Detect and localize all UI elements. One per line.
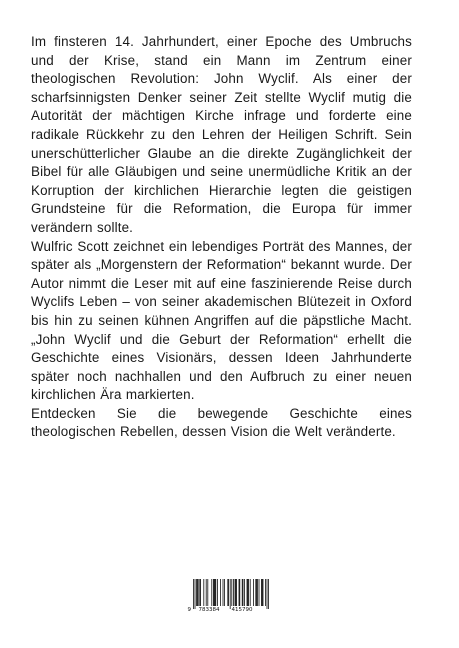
barcode-bar [244, 579, 245, 606]
barcode-bar [206, 579, 207, 606]
barcode-bar [207, 579, 208, 606]
barcode-guard-bar [267, 579, 268, 609]
barcode-guard-bar [193, 579, 194, 609]
barcode-bar [256, 579, 257, 606]
blurb-paragraph-3: Entdecken Sie die bewegende Geschichte eines theologischen Rebellen, dessen Vision die Welt veränderte. [31, 405, 412, 440]
blurb-text [31, 33, 412, 442]
barcode-bar [228, 579, 229, 606]
barcode-bar [242, 579, 243, 606]
barcode-bar [215, 579, 216, 606]
barcode-bar [263, 579, 264, 606]
isbn-barcode [187, 579, 271, 615]
barcode-bar [233, 579, 234, 606]
barcode-bar [211, 579, 212, 606]
barcode-right-digits: 415790 [231, 607, 253, 613]
barcode-digits [187, 606, 271, 615]
barcode-bar [223, 579, 224, 606]
barcode-bar [213, 579, 214, 606]
barcode-bar [253, 579, 254, 606]
barcode-bar [247, 579, 248, 606]
barcode-bar [259, 579, 260, 606]
barcode-bar [197, 579, 198, 606]
barcode-guard-bar [195, 579, 196, 609]
barcode-bar [261, 579, 262, 606]
barcode-bar [199, 579, 200, 606]
blurb-paragraph-2: Wulfric Scott zeichnet ein lebendiges Porträt des Mannes, der später als „Morgenstern der Reformation“ bekannt wurde. Der Autor nimmt die Leser mit auf eine faszinierende Reise durch Wyclifs Leben – von seiner akademischen Blütezeit in Oxford bis hin zu seinen kühnen Angriffen auf die päpstliche Macht. „John Wyclif und die Geburt der Reformation“ erhellt die Geschichte eines Visionärs, dessen Ideen Jahrhunderte später noch nachhallen und den Aufbruch zu einer neuen kirchlichen Ära markierten. [31, 238, 412, 403]
barcode-bar [200, 579, 201, 606]
barcode-lead-digit: 9 [187, 607, 191, 613]
barcode-bar [250, 579, 251, 606]
barcode-guard-bar [268, 579, 269, 609]
barcode-bar [255, 579, 256, 606]
barcode-left-digits: 783384 [198, 607, 220, 613]
barcode-bar [248, 579, 249, 606]
barcode-bar [262, 579, 263, 606]
barcode-bar [220, 579, 221, 606]
barcode-guard-bar [231, 579, 232, 609]
barcode-bar [224, 579, 225, 606]
barcode-bar [257, 579, 258, 606]
barcode-guard-bar [230, 579, 231, 609]
barcode-bar [265, 579, 266, 606]
barcode-bar [235, 579, 236, 606]
barcode-bar [236, 579, 237, 606]
barcode-bar [243, 579, 244, 606]
barcode-bar [217, 579, 218, 606]
barcode-bars [187, 579, 271, 609]
barcode-bar [247, 579, 248, 606]
blurb-paragraph-1: Im finsteren 14. Jahrhundert, einer Epoche des Umbruchs und der Krise, stand ein Mann im Zentrum einer theologischen Revolution: John Wyclif. Als einer der scharfsinnigsten Denker seiner Zeit stellte Wyclif mutig die Autorität der mächtigen Kirche infrage und forderte eine radikale Rückkehr zu den Lehren der Heiligen Schrift. Sein unerschütterlicher Glaube an die direkte Zugänglichkeit der Bibel für alle Gläubigen und seine unermüdliche Kritik an der Korruption der kirchlichen Hierarchie legten die geistigen Grundsteine für die Reformation, die Europa für immer verändern sollte. [31, 34, 412, 235]
barcode-bar [198, 579, 199, 606]
barcode-bar [196, 579, 197, 606]
barcode-bar [203, 579, 204, 606]
barcode-bar [239, 579, 240, 606]
barcode-bar [215, 579, 216, 606]
barcode-bar [227, 579, 228, 606]
barcode-bar [235, 579, 236, 606]
barcode-bar [239, 579, 240, 606]
barcode-bar [214, 579, 215, 606]
